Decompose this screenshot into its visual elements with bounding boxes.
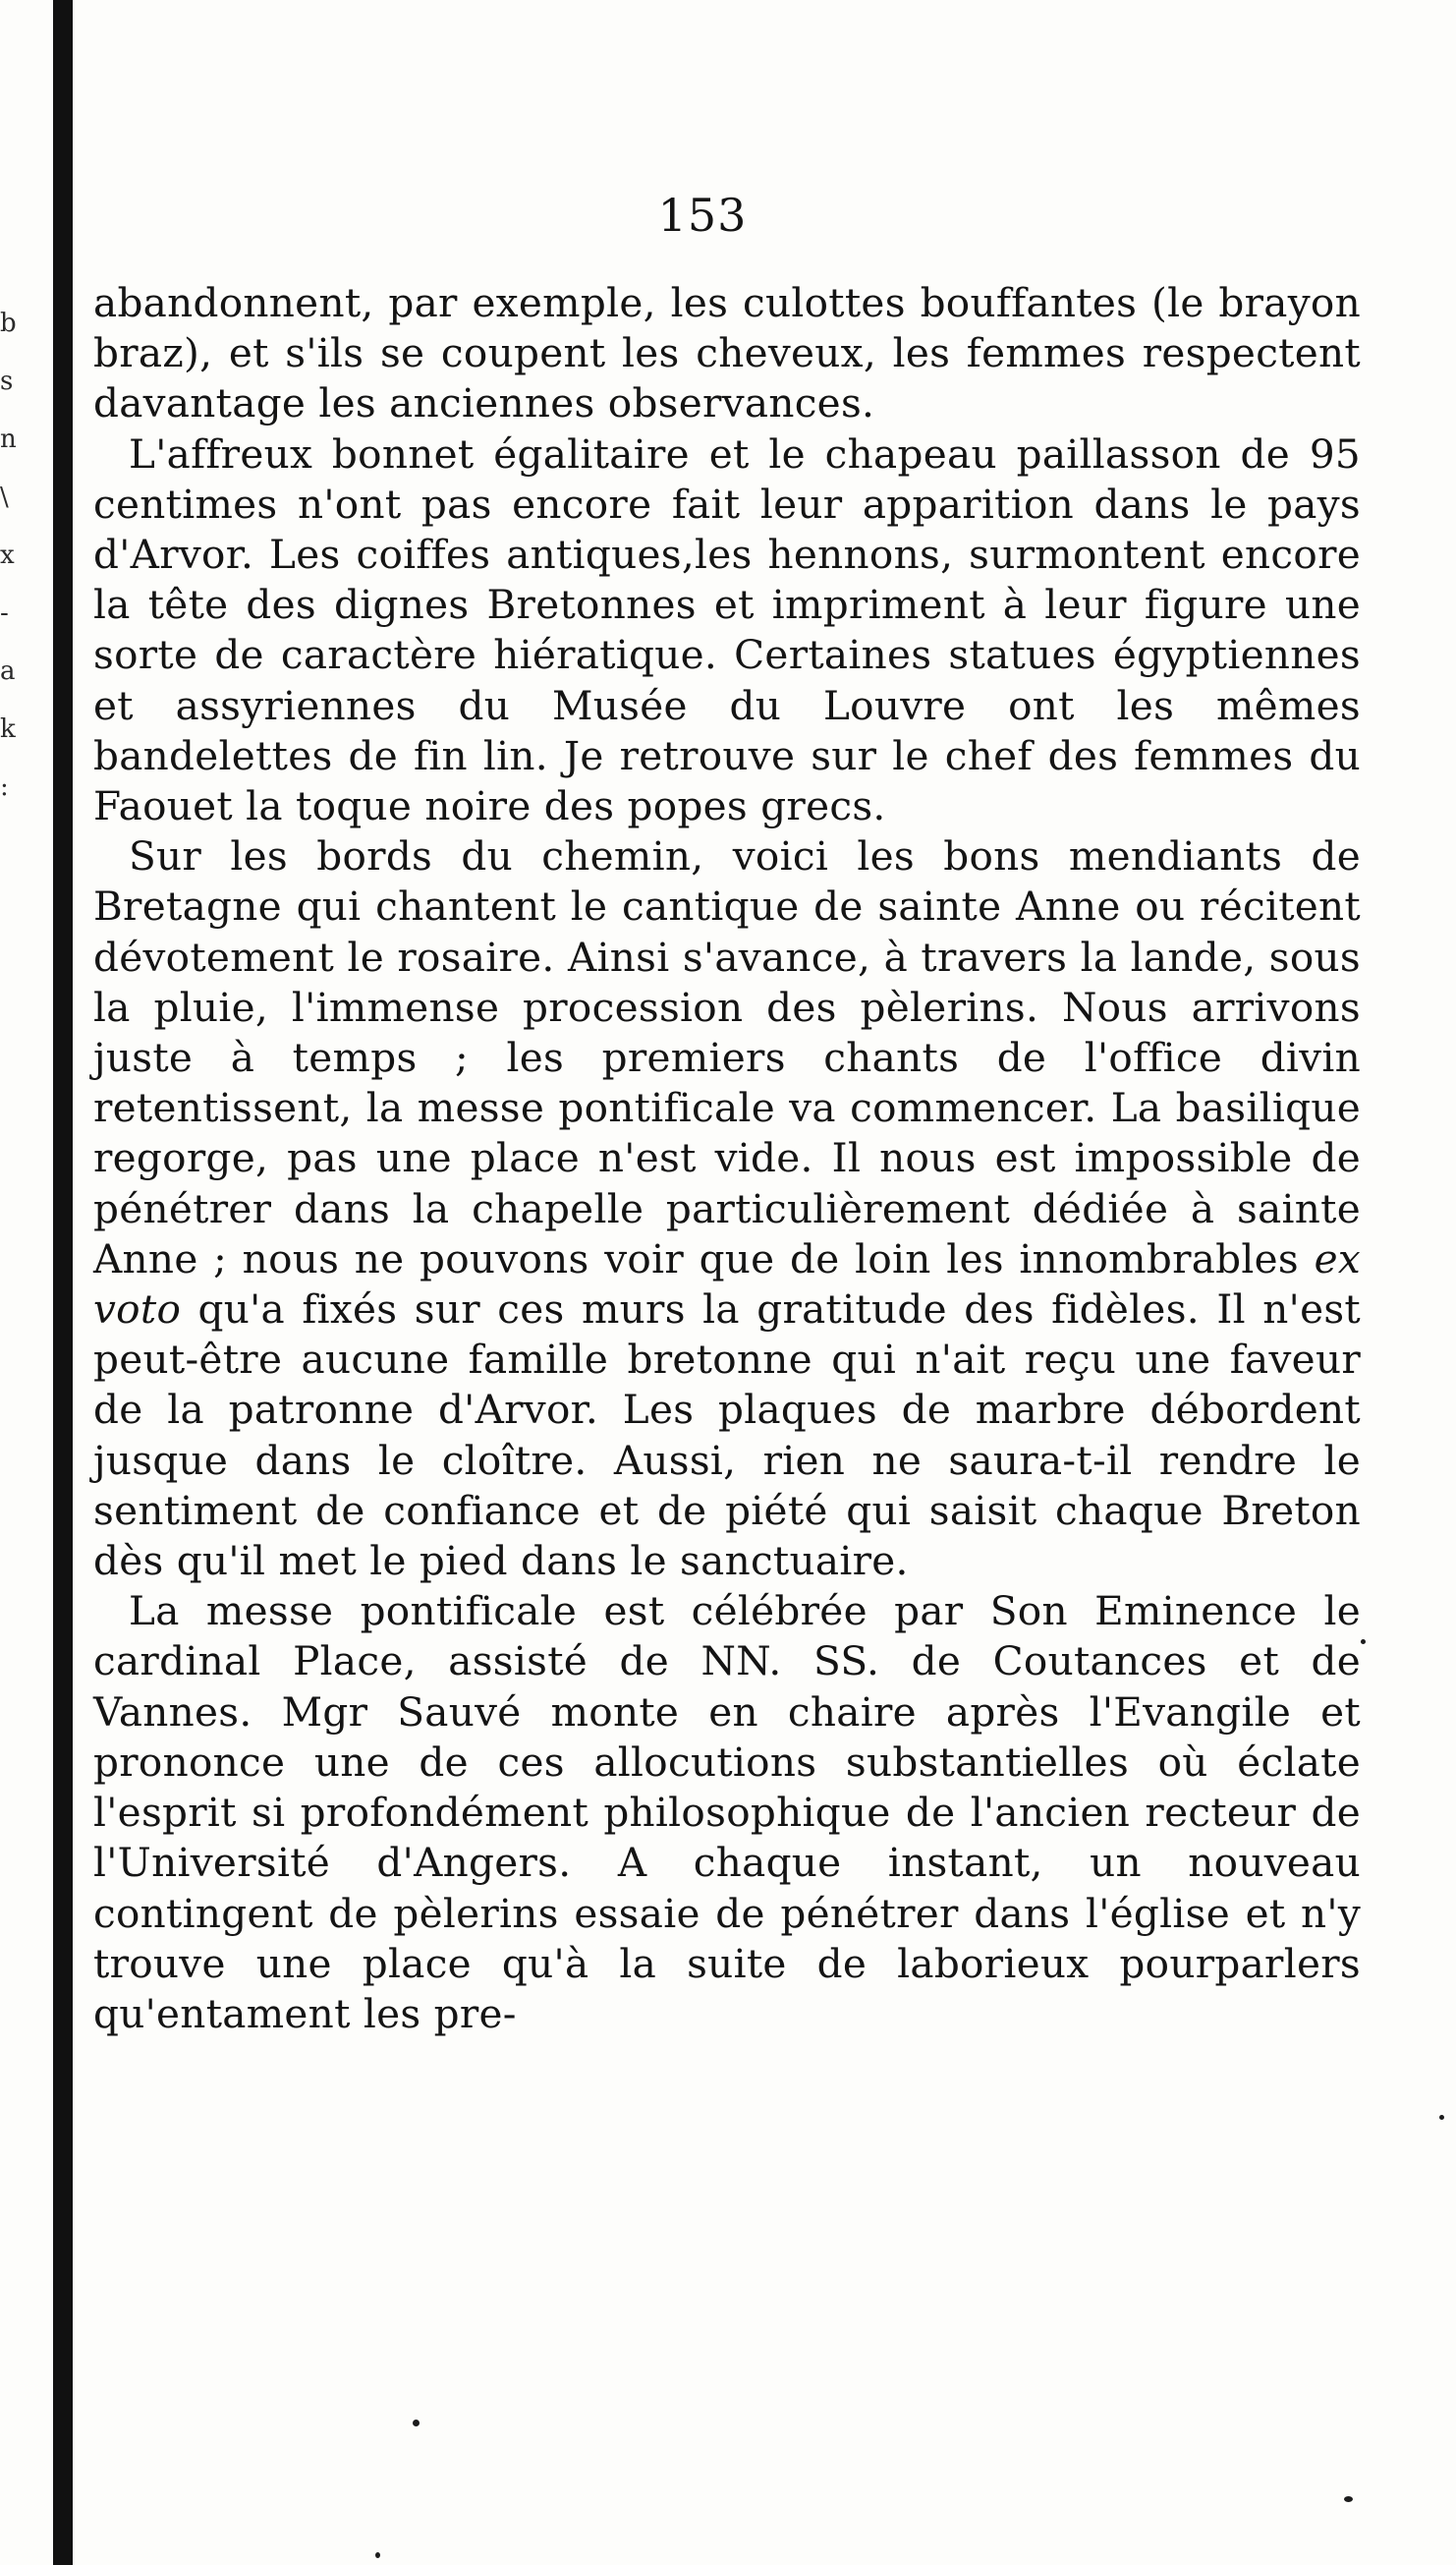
- body-text: [93, 278, 1361, 2039]
- margin-fragment: -: [0, 598, 9, 628]
- margin-fragment: x: [0, 541, 15, 570]
- paragraph-3-text-after: qu'a fixés sur ces murs la gratitude des fidèles. Il n'est peut-être aucune famille bretonne qui n'ait reçu une faveur de la patronne d'Arvor. Les plaques de marbre débordent jusque dans le cloître. Aussi, rien ne saura-t-il rendre le sentiment de confiance et de piété qui saisit chaque Breton dès qu'il met le pied dans le sanctuaire.: [93, 1285, 1361, 1585]
- ink-speck: [1439, 2115, 1444, 2120]
- paragraph-1: abandonnent, par exemple, les culottes bouffantes (le brayon braz), et s'ils se coupent les cheveux, les femmes respectent davantage les anciennes observances.: [93, 279, 1361, 428]
- binding-shadow: [53, 0, 73, 2565]
- ink-speck: [375, 2552, 380, 2558]
- paragraph-4: La messe pontificale est célébrée par Son Eminence le cardinal Place, assisté de NN. SS. de Coutances et de Vannes. Mgr Sauvé monte en chaire après l'Evangile et prononce une de ces allocutions substantielles où éclate l'esprit si profondément philosophique de l'ancien recteur de l'Université d'Angers. A chaque instant, un nouveau contingent de pèlerins essaie de pénétrer dans l'église et n'y trouve une place qu'à la suite de laborieux pourparlers qu'entament les pre-: [93, 1587, 1361, 2037]
- margin-fragment: k: [0, 714, 16, 744]
- margin-fragment: :: [0, 772, 9, 802]
- margin-fragment: n: [0, 425, 17, 454]
- paragraph-3-text-before: Sur les bords du chemin, voici les bons mendiants de Bretagne qui chantent le cantique de sainte Anne ou récitent dévotement le rosaire. Ainsi s'avance, à travers la lande, sous la pluie, l'immense procession des pèlerins. Nous arrivons juste à temps ; les premiers chants de l'office divin retentissent, la messe pontificale va commencer. La basilique regorge, pas une place n'est vide. Il nous est impossible de pénétrer dans la chapelle particulièrement dédiée à sainte Anne ; nous ne pouvons voir que de loin les innombrables: [93, 832, 1361, 1282]
- paragraph-2: L'affreux bonnet égalitaire et le chapeau paillasson de 95 centimes n'ont pas encore fait leur apparition dans le pays d'Arvor. Les coiffes antiques,les hennons, surmontent encore la tête des dignes Bretonnes et impriment à leur figure une sorte de caractère hiératique. Certaines statues égyptiennes et assyriennes du Musée du Louvre ont les mêmes bandelettes de fin lin. Je retrouve sur le chef des femmes du Faouet la toque noire des popes grecs.: [93, 429, 1361, 830]
- ink-speck: [1361, 1639, 1366, 1644]
- ink-speck: [1344, 2496, 1353, 2502]
- margin-fragment: s: [0, 367, 14, 396]
- ink-speck: [413, 2420, 420, 2426]
- margin-fragment: \: [0, 483, 9, 512]
- ex-voto-italic: ex voto: [93, 1234, 1361, 1334]
- page-number: 153: [657, 189, 748, 242]
- margin-fragment: a: [0, 656, 16, 686]
- paragraph-3: [93, 831, 1361, 1586]
- facing-page-fragments: [0, 295, 22, 817]
- margin-fragment: b: [0, 309, 17, 338]
